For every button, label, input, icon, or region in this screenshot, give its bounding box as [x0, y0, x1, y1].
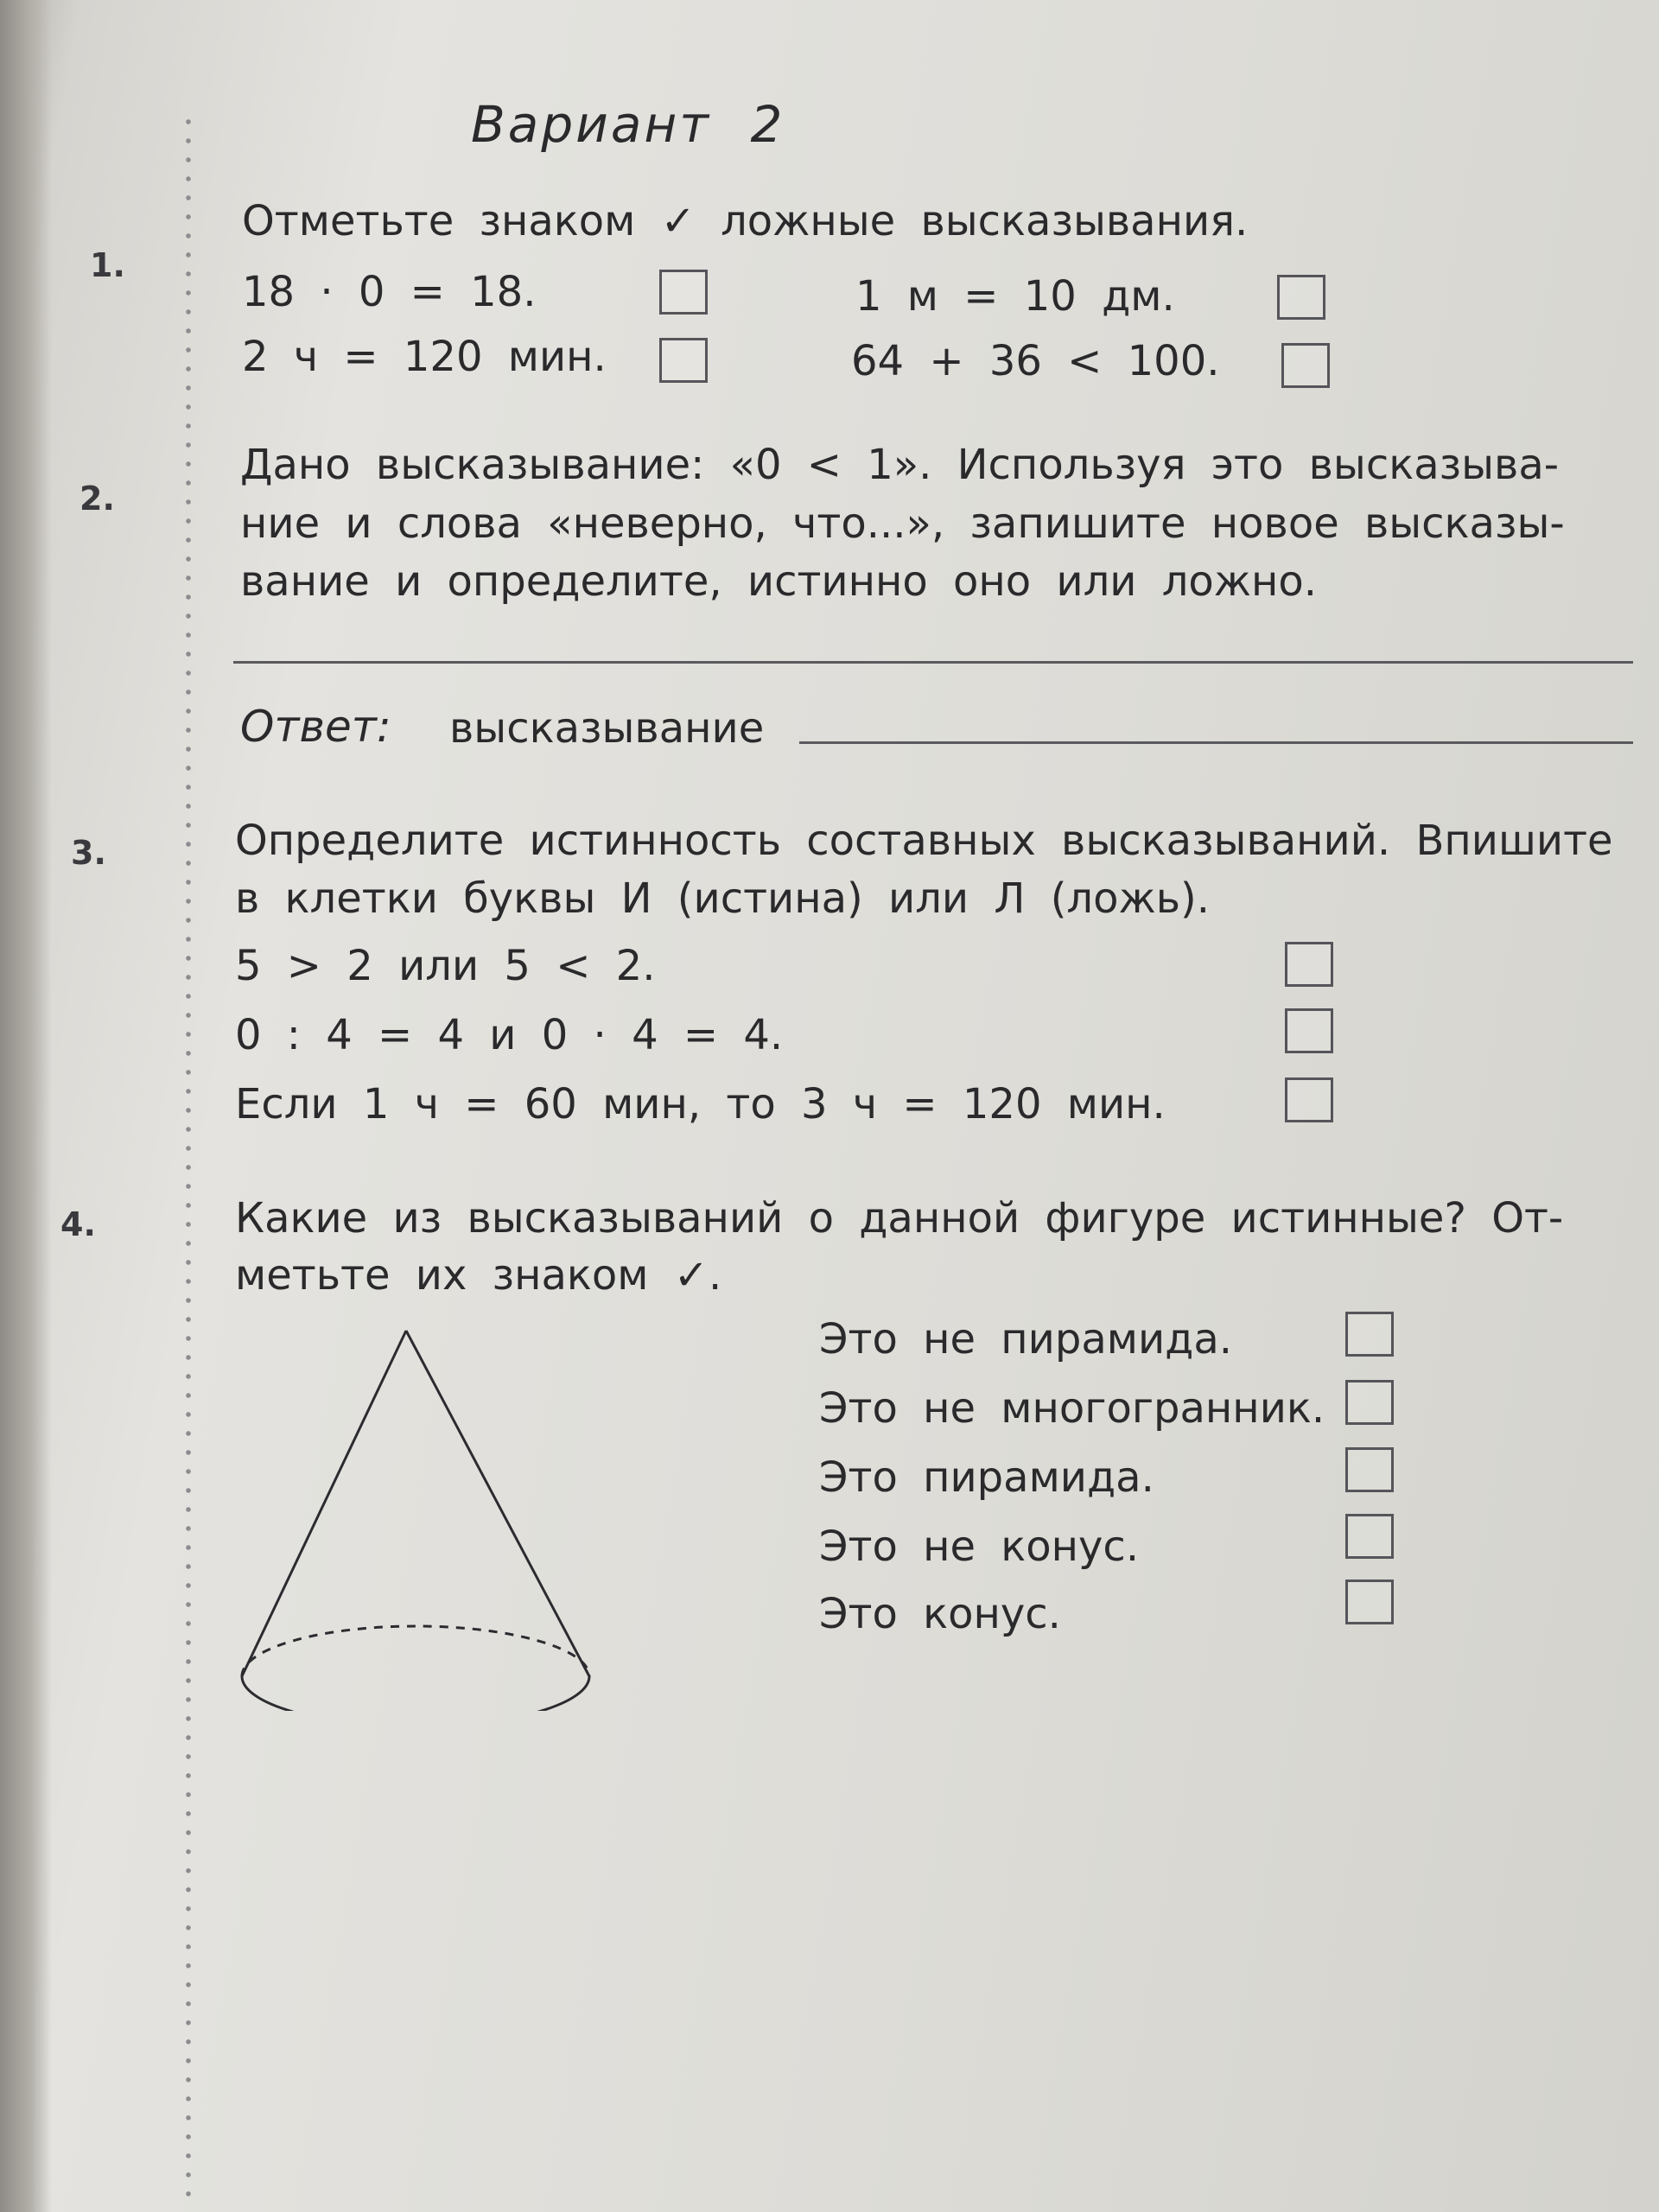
- perforation-dots: [185, 112, 192, 2203]
- task-1-checkbox-2[interactable]: [1277, 275, 1325, 320]
- task-1-checkbox-4[interactable]: [1281, 343, 1330, 388]
- task-3-item-2: 0 : 4 = 4 и 0 · 4 = 4.: [235, 1011, 784, 1059]
- task-3-number: 3.: [71, 834, 106, 872]
- task-2-writing-line[interactable]: [233, 661, 1633, 664]
- page-title: Вариант 2: [471, 95, 785, 154]
- task-2-line-1: Дано высказывание: «0 < 1». Используя это высказыва-: [240, 441, 1560, 489]
- task-2-answer-label: Ответ:: [240, 702, 391, 752]
- task-2-answer-line[interactable]: [799, 741, 1633, 744]
- task-1-checkbox-1[interactable]: [659, 270, 708, 315]
- task-3-box-1[interactable]: [1285, 942, 1333, 987]
- task-4-option-2: Это не многогранник.: [819, 1384, 1325, 1433]
- task-1-item-4: 64 + 36 < 100.: [851, 337, 1220, 385]
- task-4-checkbox-1[interactable]: [1345, 1312, 1394, 1357]
- task-3-item-3: Если 1 ч = 60 мин, то 3 ч = 120 мин.: [235, 1080, 1166, 1128]
- task-2-line-2: ние и слова «неверно, что...», запишите новое высказы-: [240, 499, 1565, 548]
- task-4-checkbox-2[interactable]: [1345, 1380, 1394, 1425]
- task-3-box-3[interactable]: [1285, 1077, 1333, 1122]
- task-2-number: 2.: [79, 480, 115, 518]
- task-3-line-1: Определите истинность составных высказываний. Впишите: [235, 817, 1613, 865]
- task-4-number: 4.: [60, 1205, 96, 1243]
- task-4-checkbox-5[interactable]: [1345, 1580, 1394, 1624]
- task-2-answer-word: высказывание: [449, 704, 765, 753]
- task-3-item-1: 5 > 2 или 5 < 2.: [235, 942, 656, 990]
- task-1-item-3: 2 ч = 120 мин.: [242, 333, 607, 381]
- task-4-checkbox-4[interactable]: [1345, 1514, 1394, 1559]
- task-4-line-2: метьте их знаком ✓.: [235, 1251, 722, 1300]
- task-1-item-1: 18 · 0 = 18.: [242, 268, 537, 316]
- task-4-option-1: Это не пирамида.: [819, 1315, 1232, 1363]
- task-3-box-2[interactable]: [1285, 1008, 1333, 1053]
- task-2-line-3: вание и определите, истинно оно или ложно.: [240, 557, 1318, 606]
- task-4-checkbox-3[interactable]: [1345, 1447, 1394, 1492]
- task-4-option-4: Это не конус.: [819, 1522, 1140, 1571]
- task-1-checkbox-3[interactable]: [659, 338, 708, 383]
- task-4-line-1: Какие из высказываний о данной фигуре истинные? От-: [235, 1194, 1564, 1243]
- page-edge-shadow: [0, 0, 52, 2212]
- task-1-text: Отметьте знаком ✓ ложные высказывания.: [242, 197, 1249, 245]
- task-4-option-5: Это конус.: [819, 1590, 1061, 1638]
- task-1-number: 1.: [90, 246, 125, 284]
- task-1-item-2: 1 м = 10 дм.: [855, 272, 1175, 321]
- task-3-line-2: в клетки буквы И (истина) или Л (ложь).: [235, 874, 1210, 923]
- cone-figure: [233, 1313, 631, 1711]
- task-4-option-3: Это пирамида.: [819, 1453, 1154, 1502]
